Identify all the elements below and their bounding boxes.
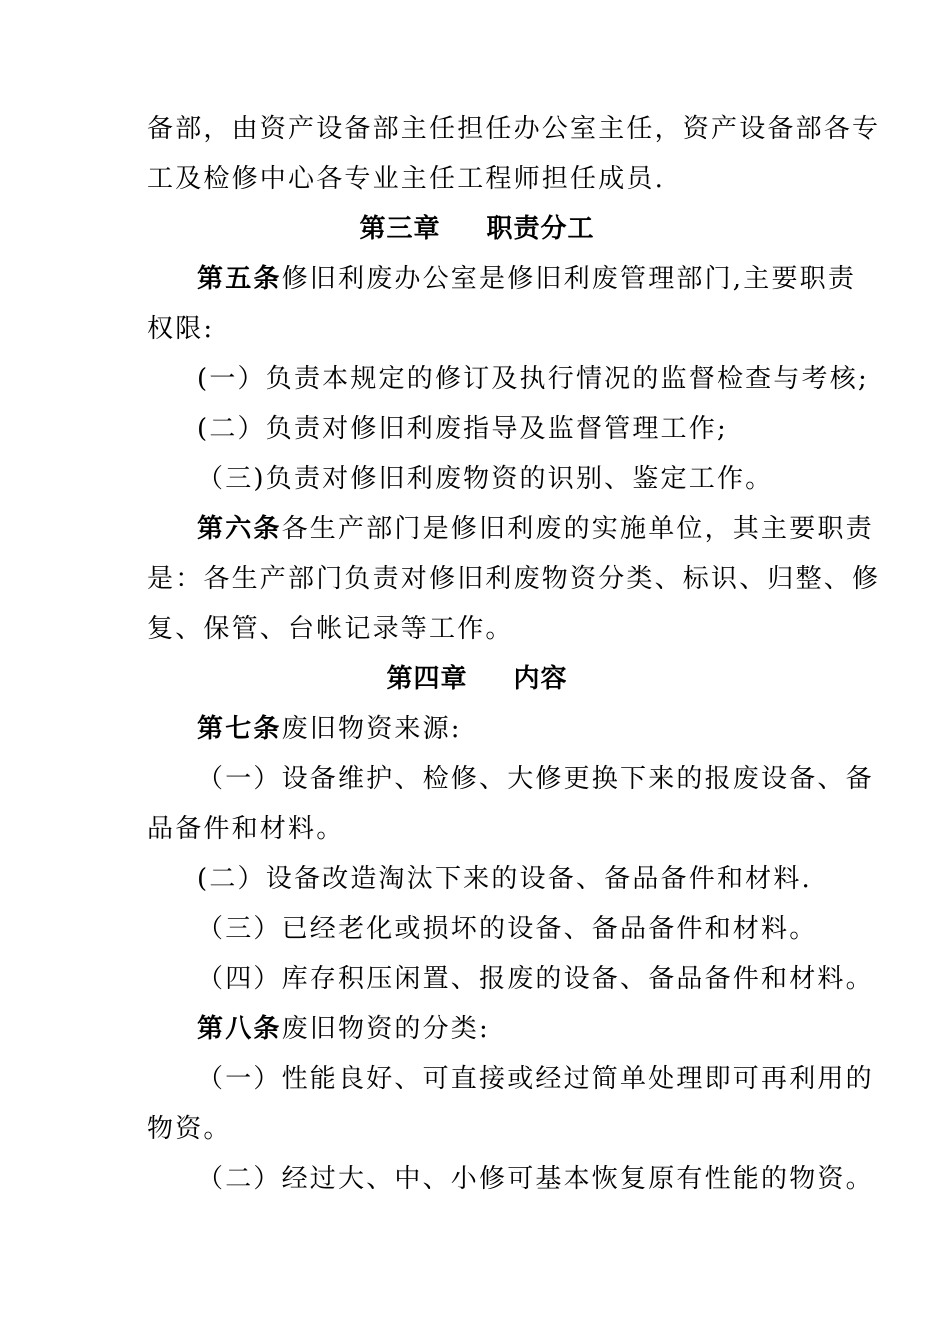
chapter-title: 内容: [513, 664, 568, 694]
document-body: [147, 104, 881, 1204]
paragraph-line: 备部，由资产设备部主任担任办公室主任，资产设备部各专: [147, 114, 881, 144]
article-8-line-1: [147, 1004, 807, 1054]
list-item: （一）设备维护、检修、大修更换下来的报废设备、备: [197, 764, 874, 794]
list-item: （四）库存积压闲置、报废的设备、备品备件和材料。: [197, 964, 874, 994]
paragraph-line: 工及检修中心各专业主任工程师担任成员.: [147, 164, 666, 194]
list-item: （三）已经老化或损坏的设备、备品备件和材料。: [197, 914, 818, 944]
article-label: 第五条: [197, 264, 282, 294]
article-label: 第六条: [197, 514, 282, 544]
list-item: （二）经过大、中、小修可基本恢复原有性能的物资。: [197, 1164, 874, 1194]
article-text: 废旧物资的分类:: [281, 1014, 490, 1044]
article-text: 各生产部门是修旧利废的实施单位，其主要职责: [281, 514, 874, 544]
list-item-continuation: 物资。: [147, 1114, 232, 1144]
article-label: 第八条: [197, 1014, 282, 1044]
list-item: (一）负责本规定的修订及执行情况的监督检查与考核;: [197, 364, 869, 394]
article-6-line-2: 是：各生产部门负责对修旧利废物资分类、标识、归整、修: [147, 564, 881, 594]
list-item: (二）负责对修旧利废指导及监督管理工作;: [197, 414, 728, 444]
list-item: （三)负责对修旧利废物资的识别、鉴定工作。: [197, 464, 774, 494]
article-label: 第七条: [197, 714, 282, 744]
article-6-line-1: [147, 504, 874, 554]
list-item: (二）设备改造淘汰下来的设备、备品备件和材料.: [197, 864, 813, 894]
chapter-heading-3: [147, 204, 807, 254]
article-6-line-3: 复、保管、台帐记录等工作。: [147, 614, 514, 644]
list-item-continuation: 品备件和材料。: [147, 814, 345, 844]
article-7-line-1: [147, 704, 807, 754]
chapter-number: 第四章: [386, 664, 468, 694]
chapter-number: 第三章: [359, 214, 441, 244]
chapter-title: 职责分工: [486, 214, 595, 244]
article-text: 废旧物资来源:: [281, 714, 462, 744]
article-5-line-2: 权限:: [147, 314, 215, 344]
article-5-line-1: [147, 254, 857, 304]
list-item: （一）性能良好、可直接或经过简单处理即可再利用的: [197, 1064, 874, 1094]
article-text: 修旧利废办公室是修旧利废管理部门,主要职责: [281, 264, 857, 294]
chapter-heading-4: [147, 654, 807, 704]
